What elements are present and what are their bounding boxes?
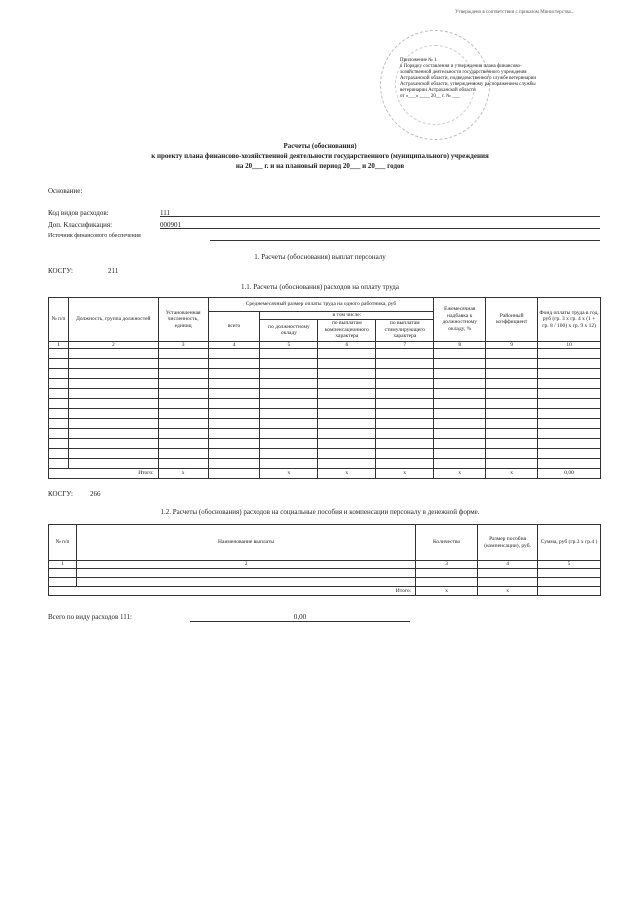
col-number: 4: [478, 561, 538, 569]
th-stimulating: по выплатам стимулирующего характера: [376, 319, 434, 341]
table-row: [49, 439, 601, 449]
th-compensation: по выплатам компенсационного характера: [318, 319, 376, 341]
appendix-line: от «___» ____ 20__ г. № ___: [400, 94, 460, 99]
table-row: [49, 459, 601, 469]
doc-title-line1: Расчеты (обоснования): [283, 142, 357, 150]
total-cell: х: [260, 469, 318, 479]
col-number: 2: [68, 341, 158, 349]
total-cell: х: [416, 587, 478, 596]
kosgu2-label: КОСГУ:: [48, 490, 73, 498]
col-number: 7: [376, 341, 434, 349]
total-label: Итого:: [49, 469, 159, 479]
col-number: 4: [208, 341, 260, 349]
total-cell: х: [376, 469, 434, 479]
col-number: 10: [538, 341, 601, 349]
total-cell: х: [486, 469, 538, 479]
col-number: 1: [49, 561, 77, 569]
col-number: 9: [486, 341, 538, 349]
doc-title-line3: на 20___ г. и на плановый период 20___ и 20___ годов: [235, 162, 405, 170]
th-including: в том числе:: [260, 312, 434, 320]
th-num: № п/п: [49, 298, 69, 342]
appendix-line: ветеринарии Астраханской области: [400, 88, 476, 93]
total-label: Итого:: [49, 587, 416, 596]
table-row: [49, 449, 601, 459]
th-num: № п/п: [49, 525, 77, 561]
total-sum: 0,00: [538, 469, 601, 479]
table-row: [49, 419, 601, 429]
th-by-salary: по должностному окладу: [260, 319, 318, 341]
field-label-add-class: Доп. Классификация:: [48, 221, 113, 229]
col-number: 6: [318, 341, 376, 349]
appendix-line: Астраханской области, подведомственного службе ветеринарии: [400, 76, 537, 81]
total-cell: х: [318, 469, 376, 479]
th-fund: Фонд оплаты труда в год, руб (гр. 3 х гр. 4 х (1 + гр. 8 / 100) х гр. 9 х 12): [538, 298, 601, 342]
section1-title: 1. Расчеты (обоснования) выплат персоналу: [254, 253, 386, 261]
appendix-block: [400, 58, 605, 100]
table-row: [49, 399, 601, 409]
total-cell: х: [158, 469, 208, 479]
col-number: 2: [76, 561, 415, 569]
appendix-line: Приложение № 1: [400, 58, 437, 63]
col-number: 5: [260, 341, 318, 349]
table-row: [49, 349, 601, 359]
col-number: 1: [49, 341, 69, 349]
th-district: Районный коэффициент: [486, 298, 538, 342]
appendix-line: Астраханской области, утвержденному распоряжением службы: [400, 82, 536, 87]
col-number: 3: [158, 341, 208, 349]
benefits-table: [48, 524, 601, 596]
grand-total-label: Всего по виду расходов 111:: [48, 613, 132, 621]
total-sum: [538, 587, 601, 596]
top-note: Утверждено в соответствии с приказом Министерства...: [455, 10, 575, 15]
total-cell: [208, 469, 260, 479]
table-row: [49, 429, 601, 439]
field-label-expense-code: Код видов расходов:: [48, 209, 109, 217]
total-row: [49, 469, 601, 479]
field-value-source: [210, 233, 600, 241]
field-value-expense-code: 111: [160, 209, 600, 217]
appendix-line: к Порядку составления и утверждения плана финансово-: [400, 64, 522, 69]
table2-title: 1.2. Расчеты (обоснования) расходов на социальные пособия и компенсации персоналу в денежной форме.: [160, 508, 480, 516]
th-staff: Установленная численность, единиц: [158, 298, 208, 342]
table-row: [49, 578, 601, 587]
table-row: [49, 379, 601, 389]
table-row: [49, 369, 601, 379]
grand-total-value: 0,00: [190, 613, 410, 622]
kosgu1-label: КОСГУ:: [48, 267, 73, 275]
table-row: [49, 389, 601, 399]
total-row: [49, 587, 601, 596]
basis-label: Основание:: [48, 187, 83, 195]
total-cell: х: [434, 469, 486, 479]
th-size: Размер пособия (компенсации), руб.: [478, 525, 538, 561]
table1-title: 1.1. Расчеты (обоснования) расходов на оплату труда: [241, 283, 399, 291]
table-row: [49, 569, 601, 578]
kosgu2-value: 266: [90, 490, 101, 498]
col-number: 5: [538, 561, 601, 569]
th-count: Количество: [416, 525, 478, 561]
col-number: 3: [416, 561, 478, 569]
field-value-add-class: 000901: [160, 221, 600, 229]
doc-title-line2: к проекту плана финансово-хозяйственной деятельности государственного (муниципального) учреждения: [151, 152, 489, 160]
th-sum: Сумма, руб (гр.3 х гр.4 ): [538, 525, 601, 561]
th-total: всего: [208, 312, 260, 342]
table-row: [49, 359, 601, 369]
th-name: Наименование выплаты: [76, 525, 415, 561]
appendix-line: хозяйственной деятельности государственного учреждения: [400, 70, 527, 75]
th-surcharge: Ежемесячная надбавка к должностному окладу, %: [434, 298, 486, 342]
field-label-source: Источник финансового обеспечения: [48, 233, 141, 239]
total-cell: х: [478, 587, 538, 596]
th-avg-salary: Среднемесячный размер оплаты труда на одного работника, руб: [208, 298, 434, 312]
payroll-table: [48, 297, 601, 479]
table-row: [49, 409, 601, 419]
th-position: Должность, группа должностей: [68, 298, 158, 342]
kosgu1-value: 211: [108, 267, 119, 275]
col-number: 8: [434, 341, 486, 349]
